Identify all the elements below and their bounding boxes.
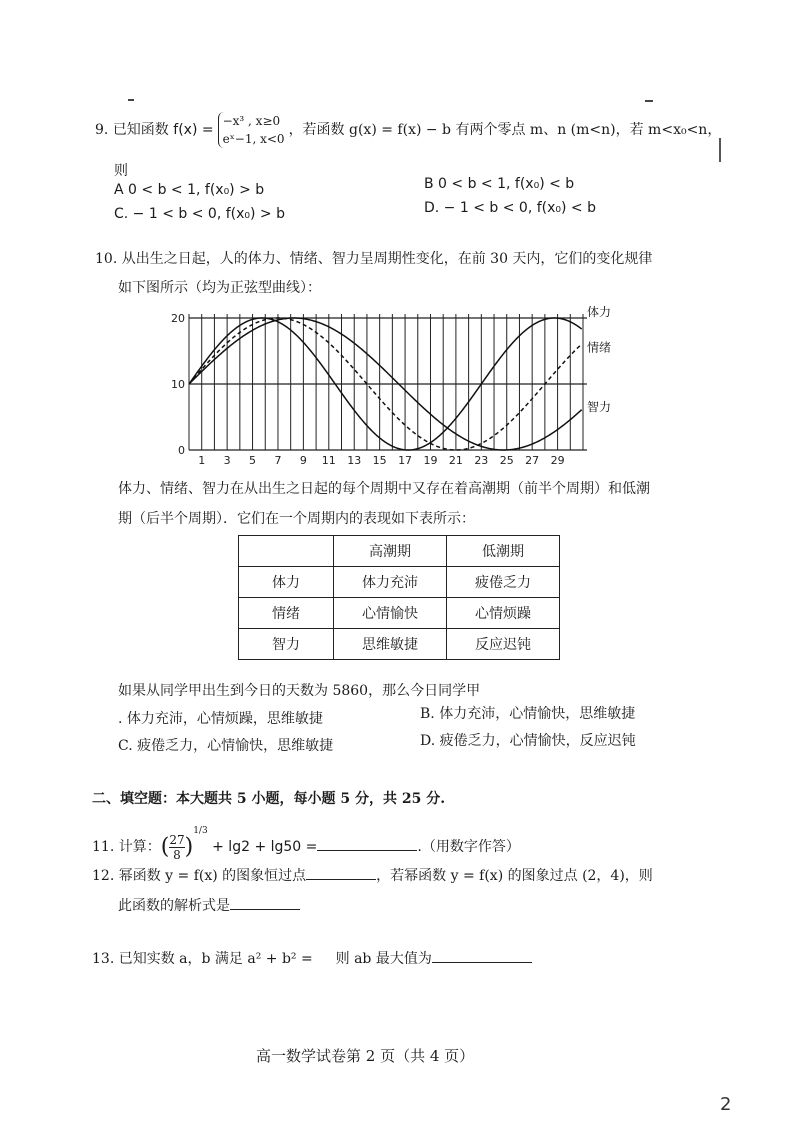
q9-option-d: D. − 1 < b < 0, f(x₀) < b (424, 200, 596, 216)
q13-part1: 已知实数 a，b 满足 a² + b² = (118, 951, 313, 967)
series-label: 情绪 (587, 340, 612, 355)
x-tick-label: 19 (423, 454, 438, 467)
q11-rest: + lg2 + lg50 = (212, 839, 318, 855)
q12-line2 (118, 895, 300, 915)
x-tick-label: 11 (321, 454, 336, 467)
page-number: 2 (720, 1094, 732, 1115)
table-header-row (239, 536, 560, 567)
table-cell: 情绪 (239, 598, 334, 629)
q12-part1: 幂函数 y = f(x) 的图象恒过点 (118, 868, 307, 884)
q11-frac-num: 27 (169, 832, 185, 847)
q9-option-b: B 0 < b < 1, f(x₀) < b (424, 176, 575, 192)
q9-func: f(x) = (173, 122, 214, 138)
table-row (239, 598, 560, 629)
q10-line2: 如下图所示（均为正弦型曲线）： (118, 280, 321, 296)
q11-answer-blank[interactable] (317, 836, 417, 851)
q12-answer-blank-2[interactable] (230, 895, 300, 910)
y-tick-label: 10 (171, 378, 185, 391)
q9-number: 9. (95, 122, 109, 138)
q9-then: 则 (114, 163, 128, 179)
table-cell: 体力 (239, 567, 334, 598)
series-label: 体力 (587, 305, 612, 319)
x-tick-label: 21 (448, 454, 463, 467)
q12-part2: ，若幂函数 y = f(x) 的图象过点 (2，4)，则 (376, 868, 653, 884)
q10-number: 10. (95, 251, 118, 267)
x-tick-label: 23 (474, 454, 489, 467)
scan-mark (128, 99, 134, 101)
table-cell: 思维敏捷 (334, 629, 447, 660)
q9-option-a: A 0 < b < 1, f(x₀) > b (114, 182, 265, 198)
q10-option-d: D. 疲倦乏力，心情愉快，反应迟钝 (420, 733, 636, 749)
table-cell: 心情愉快 (334, 598, 447, 629)
y-tick-label: 20 (171, 312, 185, 325)
q11-fraction (169, 833, 184, 862)
table-cell: 智力 (239, 629, 334, 660)
x-tick-label: 13 (347, 454, 362, 467)
x-tick-label: 1 (198, 454, 206, 467)
q13-answer-blank[interactable] (432, 948, 532, 963)
q11-lead: 计算： (118, 839, 161, 855)
x-tick-label: 27 (525, 454, 540, 467)
x-tick-label: 15 (372, 454, 387, 467)
question-10 (95, 248, 652, 268)
chart-ticks (171, 312, 565, 467)
q10-option-b: B. 体力充沛，心情愉快，思维敏捷 (420, 706, 636, 722)
q11-exponent: 1/3 (193, 826, 208, 836)
table-header-cell: 高潮期 (334, 536, 447, 567)
q13-number: 13. (92, 951, 115, 967)
x-tick-label: 9 (299, 454, 307, 467)
table-cell: 疲倦乏力 (447, 567, 560, 598)
table-cell: 心情烦躁 (447, 598, 560, 629)
q11-frac-den: 8 (173, 847, 181, 862)
q13-part2: 则 ab 最大值为 (335, 951, 432, 967)
scan-mark (645, 100, 653, 102)
q9-piecewise (218, 112, 285, 148)
y-tick-label: 0 (178, 444, 185, 457)
q10-question: 如果从同学甲出生到今日的天数为 5860，那么今日同学甲 (118, 683, 481, 699)
page-footer: 高一数学试卷第 2 页（共 4 页） (256, 1047, 475, 1065)
q11-number: 11. (92, 839, 115, 855)
x-tick-label: 17 (398, 454, 413, 467)
q12-number: 12. (92, 868, 115, 884)
question-9 (95, 112, 721, 148)
table-header-cell (239, 536, 334, 567)
series-label: 智力 (587, 400, 612, 415)
x-tick-label: 29 (550, 454, 565, 467)
table-row (239, 629, 560, 660)
x-tick-label: 25 (499, 454, 514, 467)
chart-labels (587, 304, 611, 414)
scan-mark (719, 138, 721, 162)
q9-option-c: C. − 1 < b < 0, f(x₀) > b (114, 206, 285, 222)
q9-case2: eˣ−1, x<0 (222, 132, 285, 146)
x-tick-label: 3 (223, 454, 231, 467)
question-11: 11. 计算：( $\frac{27}{8}$ )$^{1/3}$ + lg2 + lg50 = .（用数字作答） (92, 826, 520, 862)
q12-answer-blank-1[interactable] (306, 865, 376, 880)
section-2-heading: 二、填空题：本大题共 5 小题，每小题 5 分，共 25 分. (92, 791, 446, 807)
biorhythm-chart (165, 296, 625, 470)
q10-option-c: C. 疲倦乏力，心情愉快，思维敏捷 (118, 738, 334, 754)
table-row (239, 567, 560, 598)
q9-rest: ，若函数 g(x) = f(x) − b 有两个零点 m、n (m<n)，若 m<x₀<n， (288, 122, 722, 138)
x-tick-label: 7 (274, 454, 282, 467)
q10-para2: 期（后半个周期）．它们在一个周期内的表现如下表所示： (118, 511, 475, 527)
q11-tail: .（用数字作答） (417, 839, 520, 855)
table-header-cell: 低潮期 (447, 536, 560, 567)
q9-case1: −x³ , x≥0 (222, 114, 281, 128)
x-tick-label: 5 (249, 454, 257, 467)
question-12 (92, 865, 653, 885)
q10-para1: 体力、情绪、智力在从出生之日起的每个周期中又存在着高潮期（前半个周期）和低潮 (118, 481, 650, 497)
table-cell: 反应迟钝 (447, 629, 560, 660)
q9-lead: 已知函数 (112, 122, 169, 138)
biorhythm-table (238, 535, 560, 660)
q12-part3: 此函数的解析式是 (118, 898, 230, 914)
q10-option-a: . 体力充沛，心情烦躁，思维敏捷 (118, 711, 323, 727)
question-13 (92, 948, 532, 968)
table-cell: 体力充沛 (334, 567, 447, 598)
chart-grid (189, 314, 587, 450)
q10-line1: 从出生之日起，人的体力、情绪、智力呈周期性变化，在前 30 天内，它们的变化规律 (121, 251, 653, 267)
